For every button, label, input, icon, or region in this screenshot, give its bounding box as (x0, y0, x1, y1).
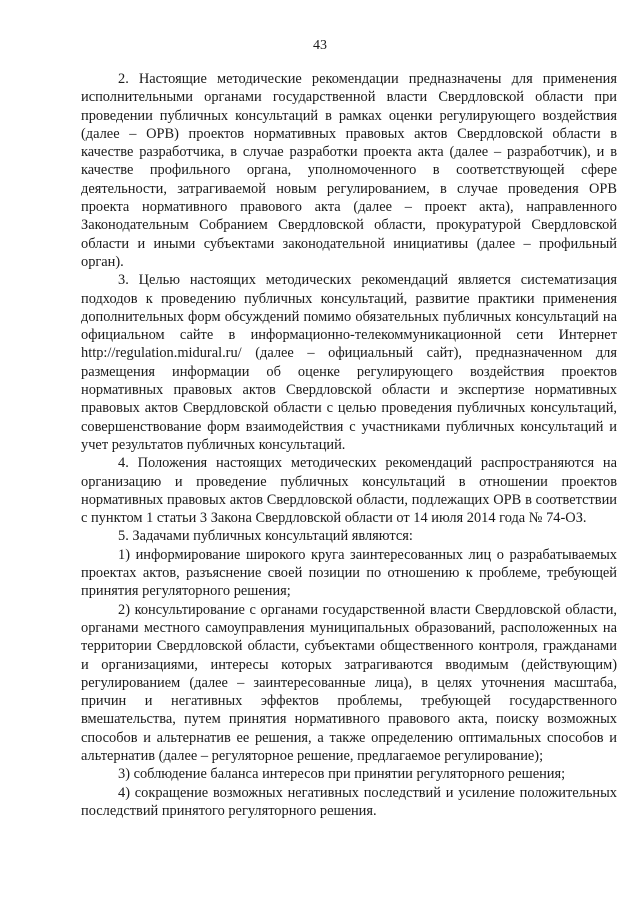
paragraph-item-2: 2. Настоящие методические рекомендации предназначены для применения исполнительными органами государственной власти Свердловской области при проведении публичных консультаций в рамках оценки регулирующего воздействия (далее – ОРВ) проектов нормативных правовых актов Свердловской области в качестве разработчика, в случае разработки проекта акта (далее – разработчик), и в качестве профильного органа, уполномоченного в соответствующей сфере деятельности, затрагиваемой новым регулированием, в случае проведения ОРВ проекта нормативного правового акта (далее – проект акта), направленного Законодательным Собранием Свердловской области, прокуратурой Свердловской области и иными субъектами законодательной инициативы (далее – профильный орган). (81, 71, 617, 270)
list-item-3: 3) соблюдение баланса интересов при принятии регуляторного решения; (118, 766, 566, 783)
paragraph-item-4: 4. Положения настоящих методических рекомендаций распространяются на организацию и проведение публичных консультаций в отношении проектов нормативных правовых актов Свердловской области, подлежащих ОРВ в соответствии с пунктом 1 статьи 3 Закона Свердловской области от 14 июля 2014 года № 74-ОЗ. (81, 455, 617, 527)
document-body (81, 70, 617, 820)
page-number: 43 (313, 38, 327, 53)
list-item-2: 2) консультирование с органами государственной власти Свердловской области, органами местного самоуправления муниципальных образований, расположенных на территории Свердловской области, субъектами общественного контроля, гражданами и организациями, интересы которых затрагиваются вводимым (действующим) регулированием (далее – заинтересованные лица), в целях уточнения масштаба, причин и негативных эффектов проблемы, требующей государственного вмешательства, путем принятия нормативного правового акта, поиску возможных способов и альтернатив ее решения, а также определению оптимальных способов и альтернатив (далее – регуляторное решение, предлагаемое регулирование); (81, 601, 617, 764)
list-item-1: 1) информирование широкого круга заинтересованных лиц о разрабатываемых проектах актов, разъяснение своей позиции по отношению к проблеме, требующей принятия регуляторного решения; (81, 546, 617, 600)
list-item-4: 4) сокращение возможных негативных последствий и усиление положительных последствий принятого регуляторного решения. (81, 784, 617, 819)
paragraph-item-5: 5. Задачами публичных консультаций являются: (118, 528, 413, 545)
paragraph-item-3: 3. Целью настоящих методических рекомендаций является систематизация подходов к проведению публичных консультаций, развитие практики применения дополнительных форм обсуждений помимо обязательных публичных консультаций на официальном сайте в информационно-телекоммуникационной сети Интернет http://regulation.midural.ru/ (далее – официальный сайт), предназначенном для размещения информации об оценке регулирующего воздействия проектов нормативных правовых актов Свердловской области и экспертизе нормативных правовых актов Свердловской области с целью проведения публичных консультаций, совершенствование форм взаимодействия с участниками публичных консультаций и учет результатов публичных консультаций. (81, 272, 617, 453)
